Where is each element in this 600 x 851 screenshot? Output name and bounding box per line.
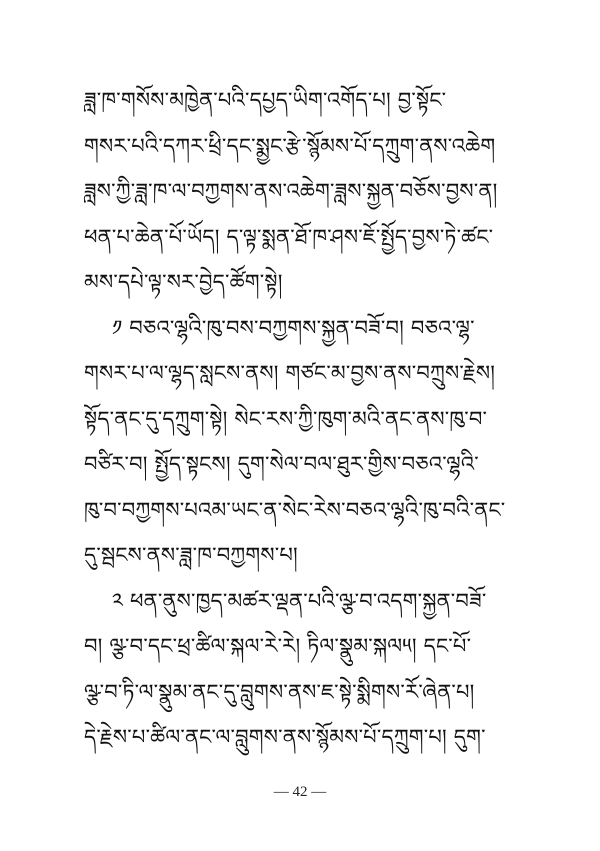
text-line: གསར་པའི་དཀར་ཕྲི་དང་སྨྱང་རྩེ་སྙོམས་པོ་དཀྲུག་ནས་འཆེག [84, 133, 496, 158]
body-text [84, 78, 544, 761]
text-line: ཟླས་ཀྱི་ཟླ་ཁ་ལ་བཀྱགས་ནས་འཆེག་ཟླས་སྐྱན་བཅོས་བྱས་ན། [84, 179, 498, 203]
text-line: མས་དཔེ་ལྟ་སར་བྱེད་ཚོག་སྟེ། [84, 270, 283, 294]
text-line: ཕན་པ་ཆེན་པོ་ཡོད། ད་ལྟ་སྨན་ཐོ་ཁ་ཤས་ཇོ་སྤྱོད་བྱས་ཏེ་ཚང་ [84, 224, 494, 249]
text-line: བཙིར་བ། སྤྱོད་སྟངས། དུག་སེལ་བལ་ཐུར་གྱིས་བཅའ་ལྷའི་ [84, 452, 479, 476]
section-heading-2: ༢ ཕན་ནུས་ཁྱད་མཚར་ལྡན་པའི་ལྩ་བ་འདག་སྐྱན་བཟོ་ [112, 588, 487, 613]
text-line: དེ་རྗེས་པ་ཚིལ་ནང་ལ་བླུགས་ནས་སྙོམས་པོ་དཀྲུག་པ། དུག་ [84, 725, 486, 749]
text-line: ལྩ་བ་ཏི་ལ་སྣུམ་ནང་དུ་བླུགས་ནས་ཇ་སྟེ་སྨིགས་རོ་ཞེན་པ། [84, 679, 475, 704]
text-line: ཟླ་ཁ་གསོས་མཁྱེན་པའི་དཔྱད་ཡིག་འགོད་པ། བྱ་སྟོང་ [84, 88, 447, 112]
page-number: — 42 — [273, 784, 327, 800]
text-line: ཁུ་བ་བཀྱགས་པའམ་ཡང་ན་སེང་རེས་བཅའ་ལྷའི་ཁུ་བའི་ནང་ [84, 497, 506, 522]
section-heading-1: ༡ བཅའ་ལྷའི་ཁུ་བས་བཀྱགས་སྐྱན་བཟོ་བ། བཅའ་ལྷ་ [112, 315, 475, 340]
text-line: སྟོད་ནང་དུ་དཀྲུག་སྟེ། སེང་རས་ཀྱི་ཁུག་མའི་ནང་ནས་ཁུ་བ་ [84, 406, 488, 431]
text-line: བ། ལྩ་བ་དང་ཕྲ་ཚིལ་སྐལ་རེ་རེ། ཏིལ་སྣུམ་སྐལ༥། དང་པོ་ [84, 634, 472, 658]
text-line: དུ་སྦངས་ནས་ཟླ་ཁ་བཀྱགས་པ། [84, 543, 298, 567]
text-line: གསར་པ་ལ་ལྷད་སླངས་ནས། གཙང་མ་བྱས་ནས་བཀྲུས་རྗེས། [84, 361, 496, 385]
